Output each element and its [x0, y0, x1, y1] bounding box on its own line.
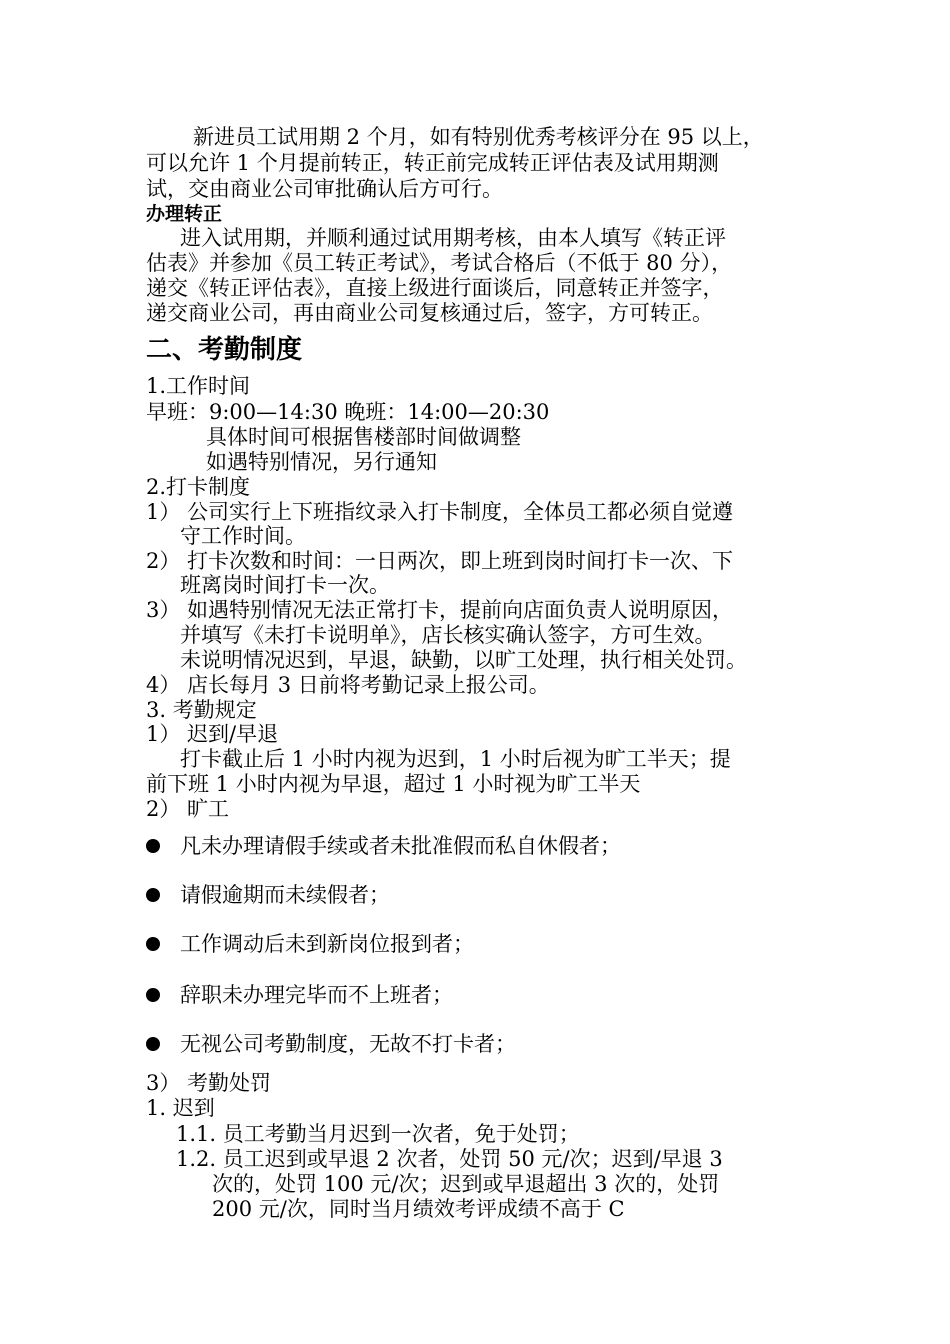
- bullet-item: [146, 982, 453, 1008]
- bullet-icon: [146, 888, 160, 902]
- list-item-continuation: 并填写《未打卡说明单》，店长核实确认签字，方可生效。: [180, 623, 716, 647]
- list-item: 3） 考勤处罚: [146, 1071, 272, 1095]
- intro-paragraph-line: 新进员工试用期 2 个月，如有特别优秀考核评分在 95 以上，: [193, 125, 764, 149]
- list-item-continuation: 班离岗时间打卡一次。: [180, 573, 390, 597]
- sub-list-item-continuation: 次的，处罚 100 元/次；迟到或早退超出 3 次的，处罚: [212, 1172, 720, 1196]
- list-item: 1. 迟到: [146, 1096, 215, 1120]
- intro-paragraph-line: 试，交由商业公司审批确认后方可行。: [146, 177, 503, 201]
- paragraph-line: 估表》并参加《员工转正考试》，考试合格后（不低于 80 分），: [146, 251, 733, 275]
- bullet-icon: [146, 988, 160, 1002]
- bullet-icon: [146, 1037, 160, 1051]
- bullet-item: [146, 1031, 516, 1057]
- shift-times: 早班：9:00—14:30 晚班：14:00—20:30: [146, 400, 550, 424]
- bullet-item: [146, 931, 474, 957]
- text-line: 前下班 1 小时内视为早退，超过 1 小时视为旷工半天: [146, 772, 641, 796]
- sub-list-item: 1.2. 员工迟到或早退 2 次者，处罚 50 元/次；迟到/早退 3: [176, 1147, 723, 1171]
- list-item: 2） 打卡次数和时间：一日两次，即上班到岗时间打卡一次、下: [146, 549, 734, 573]
- list-item-continuation: 守工作时间。: [180, 524, 306, 548]
- bullet-text: 凡未办理请假手续或者未批准假而私自休假者；: [180, 834, 621, 858]
- bullet-text: 无视公司考勤制度，无故不打卡者；: [180, 1032, 516, 1056]
- bullet-item: [146, 833, 621, 859]
- subsection-title: 2.打卡制度: [146, 475, 251, 499]
- bullet-icon: [146, 937, 160, 951]
- intro-paragraph-line: 可以允许 1 个月提前转正，转正前完成转正评估表及试用期测: [146, 151, 719, 175]
- text-line: 如遇特别情况，另行通知: [206, 450, 437, 474]
- section-heading: 办理转正: [146, 203, 223, 225]
- paragraph-line: 进入试用期，并顺利通过试用期考核，由本人填写《转正评: [180, 226, 726, 250]
- subsection-title: 3. 考勤规定: [146, 698, 257, 722]
- bullet-item: [146, 882, 390, 908]
- subsection-title: 1.工作时间: [146, 374, 251, 398]
- list-item: 2） 旷工: [146, 797, 230, 821]
- sub-list-item: 1.1. 员工考勤当月迟到一次者，免于处罚；: [176, 1122, 580, 1146]
- bullet-text: 请假逾期而未续假者；: [180, 883, 390, 907]
- list-item-continuation: 未说明情况迟到，早退，缺勤，以旷工处理，执行相关处罚。: [180, 648, 747, 672]
- sub-list-item-continuation: 200 元/次，同时当月绩效考评成绩不高于 C: [212, 1197, 625, 1221]
- list-item: 1） 迟到/早退: [146, 722, 279, 746]
- text-line: 打卡截止后 1 小时内视为迟到，1 小时后视为旷工半天；提: [180, 747, 731, 771]
- chapter-title: 二、考勤制度: [146, 335, 303, 365]
- list-item: 4） 店长每月 3 日前将考勤记录上报公司。: [146, 673, 550, 697]
- list-item: 1） 公司实行上下班指纹录入打卡制度，全体员工都必须自觉遵: [146, 500, 734, 524]
- bullet-icon: [146, 839, 160, 853]
- bullet-text: 工作调动后未到新岗位报到者；: [180, 932, 474, 956]
- paragraph-line: 递交商业公司，再由商业公司复核通过后，签字，方可转正。: [146, 301, 713, 325]
- text-line: 具体时间可根据售楼部时间做调整: [206, 425, 521, 449]
- bullet-text: 辞职未办理完毕而不上班者；: [180, 983, 453, 1007]
- list-item: 3） 如遇特别情况无法正常打卡，提前向店面负责人说明原因，: [146, 598, 734, 622]
- paragraph-line: 递交《转正评估表》，直接上级进行面谈后，同意转正并签字，: [146, 276, 724, 300]
